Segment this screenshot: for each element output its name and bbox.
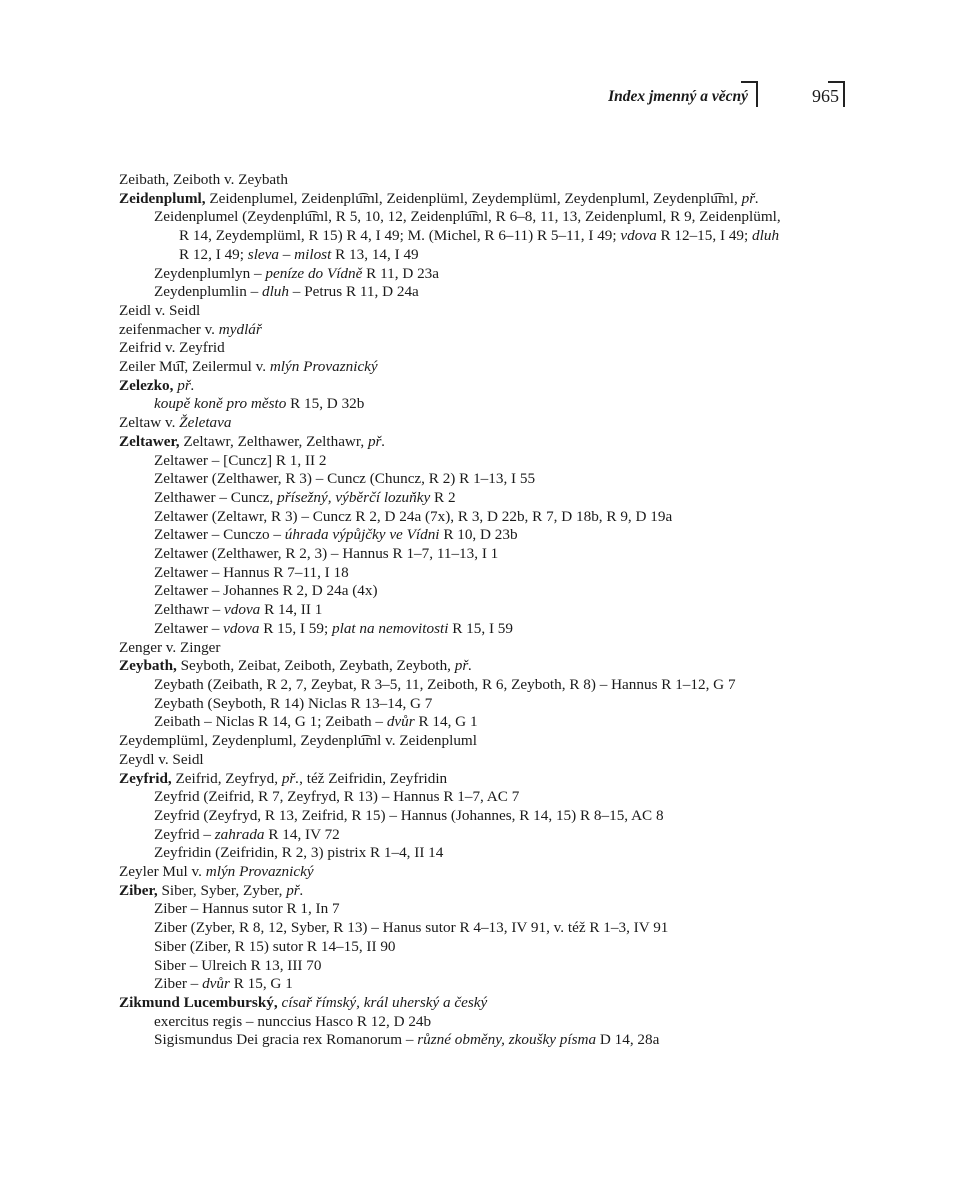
index-subentry [119,826,849,845]
index-subentry [119,265,849,284]
index-entry [119,433,849,452]
entry-text: Zeybath (Zeibath, R 2, 7, Zeybat, R 3–5, 11, Zeiboth, R 6, Zeyboth, R 8) – Hannus R 1–12, G 7 [154,675,736,693]
entry-text: Seyboth, Zeibat, Zeiboth, Zeybath, Zeyboth, [176,657,455,675]
entry-text: R 15, I 59 [448,619,513,637]
entry-text: R 12, I 49; [179,245,248,263]
entry-text: R 14, II 1 [260,601,323,619]
entry-text: Zeltawer – [Cuncz] R 1, II 2 [154,451,327,469]
entry-text: Zeydenplumlyn – [154,264,266,282]
entry-text: Zeyfrid – [154,825,215,843]
entry-text: Sigismundus Dei gracia rex Romanorum – [154,1031,418,1049]
entry-headword: Zeyfrid, [119,769,172,787]
entry-text: Ziber (Zyber, R 8, 12, Syber, R 13) – Hanus sutor R 4–13, IV 91, v. též R 1–3, IV 91 [154,919,669,937]
entry-headword: Zeybath, [119,657,177,675]
entry-text: Zeidenplumel, Zeidenplu͡ml, Zeidenplüml, Zeydemplüml, Zeydenpluml, Zeydenplu͡ml, [205,189,742,207]
entry-note: př. [741,189,759,207]
entry-text: R 14, G 1 [414,713,478,731]
index-subentry [119,957,849,976]
entry-note: vdova [224,601,261,619]
index-entry [119,190,849,209]
index-subentry [119,545,849,564]
entry-note: př. [177,376,195,394]
entry-note: mlýn Provaznický [205,863,314,881]
entry-text: Zeyfrid (Zeifrid, R 7, Zeyfryd, R 13) – Hannus R 1–7, AC 7 [154,788,520,806]
entry-text: Zeltawer – [154,619,224,637]
entry-text: Zeifrid v. Zeyfrid [119,339,225,357]
index-subentry [119,489,849,508]
entry-text: Siber – Ulreich R 13, III 70 [154,956,322,974]
entry-text: Zeltawer – Hannus R 7–11, I 18 [154,563,349,581]
entry-text: Zeiler Mu͡l, Zeilermul v. [119,358,270,376]
entry-text: Zeyler Mul v. [119,863,206,881]
page-number: 965 [812,86,839,106]
entry-text: R 14, IV 72 [264,825,340,843]
entry-text: Ziber – [154,975,203,993]
entry-text: Zeybath (Seyboth, R 14) Niclas R 13–14, G 7 [154,694,433,712]
index-subentry [119,208,849,227]
index-subentry [119,564,849,583]
entry-note: plat na nemovitosti [332,619,449,637]
entry-text: Zeltawer – Cunczo – [154,526,285,544]
entry-text: Zeifrid, Zeyfryd, [171,769,282,787]
index-subentry [119,713,849,732]
entry-text: Zelthawr – [154,601,225,619]
index-subentry [119,676,849,695]
index-entry [119,414,849,433]
entry-note: mydlář [218,320,262,338]
entry-note: dluh [261,283,289,301]
entry-headword: Zelezko, [119,376,174,394]
running-title: Index jmenný a věcný [608,88,748,105]
entry-note: dvůr [386,713,415,731]
entry-text: R 14, Zeydemplüml, R 15) R 4, I 49; M. (Michel, R 6–11) R 5–11, I 49; [179,227,621,245]
index-subentry [119,582,849,601]
entry-note: peníze do Vídně [265,264,363,282]
entry-note: př. [286,881,304,899]
entry-text: R 15, D 32b [286,395,365,413]
index-subentry [119,395,849,414]
entry-note: úhrada výpůjčky ve Vídni [284,526,440,544]
index-entry [119,657,849,676]
index-entry [119,882,849,901]
entry-note: sleva – milost [247,245,332,263]
index-subentry [119,919,849,938]
index-entry [119,732,849,751]
index-entry [119,639,849,658]
index-subentry [119,452,849,471]
index-entry [119,171,849,190]
index-subentry [119,938,849,957]
entry-text: R 10, D 23b [439,526,518,544]
entry-note: zahrada [214,825,265,843]
index-subentry [119,526,849,545]
index-entry [119,751,849,770]
index-subentry [119,1031,849,1050]
entry-text: , též Zeifridin, Zeyfridin [299,769,448,787]
entry-text: Zeydenplumlin – [154,283,262,301]
index-subentry [119,227,849,246]
index-entry [119,377,849,396]
entry-text: R 13, 14, I 49 [331,245,419,263]
index-subentry [119,1013,849,1032]
entry-note: mlýn Provaznický [269,358,378,376]
index-subentry [119,900,849,919]
index-subentry [119,470,849,489]
entry-headword: Ziber, [119,881,158,899]
entry-note: přísežný, výběrčí lozuňky [277,488,431,506]
entry-note: císař římský, král uherský a český [281,993,488,1011]
entry-headword: Zeidenpluml, [119,189,206,207]
entry-text: – Petrus R 11, D 24a [289,283,419,301]
entry-note: př. [281,769,300,787]
index-subentry [119,807,849,826]
entry-text: Zeltaw v. [119,414,180,432]
corner-bracket-left [741,81,758,107]
entry-text: Zeltawer – Johannes R 2, D 24a (4x) [154,582,378,600]
entry-text: Siber, Syber, Zyber, [157,881,287,899]
index-subentry [119,844,849,863]
entry-text: R 15, G 1 [229,975,293,993]
entry-text: exercitus regis – nunccius Hasco R 12, D 24b [154,1012,432,1030]
entry-text: D 14, 28a [596,1031,660,1049]
entry-note: dluh [752,227,780,245]
entry-text: Zeidenplumel (Zeydenplu͡ml, R 5, 10, 12, Zeidenplu͡ml, R 6–8, 11, 13, Zeidenpluml, R 9, Zeidenplüml, [154,208,781,226]
entry-headword: Zeltawer, [119,432,180,450]
entry-text: Ziber – Hannus sutor R 1, In 7 [154,900,340,918]
index-entry [119,321,849,340]
entry-text: Zeydemplüml, Zeydenpluml, Zeydenplu͡ml v. Zeidenpluml [119,732,477,750]
entry-note: různé obměny, zkoušky písma [417,1031,597,1049]
index-subentry [119,975,849,994]
index-entry [119,770,849,789]
entry-text: Zeibath – Niclas R 14, G 1; Zeibath – [154,713,387,731]
entry-text: Zeltawr, Zelthawer, Zelthawr, [179,432,368,450]
entry-note: př. [454,657,473,675]
index-subentry [119,601,849,620]
entry-note: vdova [223,619,260,637]
entry-text: Siber (Ziber, R 15) sutor R 14–15, II 90 [154,937,396,955]
index-subentry [119,695,849,714]
entry-headword: Zikmund Lucemburský, [119,993,278,1011]
index-entry [119,358,849,377]
entry-text: Zeltawer (Zeltawr, R 3) – Cuncz R 2, D 24a (7x), R 3, D 22b, R 7, D 18b, R 9, D 19a [154,507,673,525]
index-subentry [119,788,849,807]
index-subentry [119,246,849,265]
index-entries [119,171,849,1050]
entry-text: Zeltawer (Zelthawer, R 3) – Cuncz (Chuncz, R 2) R 1–13, I 55 [154,470,536,488]
index-entry [119,863,849,882]
index-subentry [119,620,849,639]
entry-text: Zeibath, Zeiboth v. Zeybath [119,171,288,188]
entry-text: zeifenmacher v. [119,320,219,338]
index-entry [119,994,849,1013]
entry-note: Želetava [179,414,232,432]
entry-text: Zeydl v. Seidl [119,750,204,768]
entry-text: Zeyfridin (Zeifridin, R 2, 3) pistrix R 1–4, II 14 [154,844,444,862]
entry-text: Zelthawer – Cuncz, [154,488,278,506]
entry-text: Zenger v. Zinger [119,638,221,656]
index-entry [119,339,849,358]
page-header [0,0,960,120]
entry-text: Zeltawer (Zelthawer, R 2, 3) – Hannus R 1–7, 11–13, I 1 [154,545,499,563]
entry-text: R 15, I 59; [259,619,332,637]
corner-bracket-right [828,81,845,107]
entry-note: koupě koně pro město [154,395,287,413]
entry-text: R 12–15, I 49; [656,227,753,245]
entry-text: Zeidl v. Seidl [119,301,201,319]
index-subentry [119,283,849,302]
entry-text: R 11, D 23a [362,264,440,282]
entry-text: R 2 [430,488,456,506]
index-entry [119,302,849,321]
index-subentry [119,508,849,527]
entry-note: vdova [620,227,657,245]
entry-text: Zeyfrid (Zeyfryd, R 13, Zeifrid, R 15) – Hannus (Johannes, R 14, 15) R 8–15, AC 8 [154,806,664,824]
entry-note: dvůr [202,975,230,993]
entry-note: př. [367,432,386,450]
